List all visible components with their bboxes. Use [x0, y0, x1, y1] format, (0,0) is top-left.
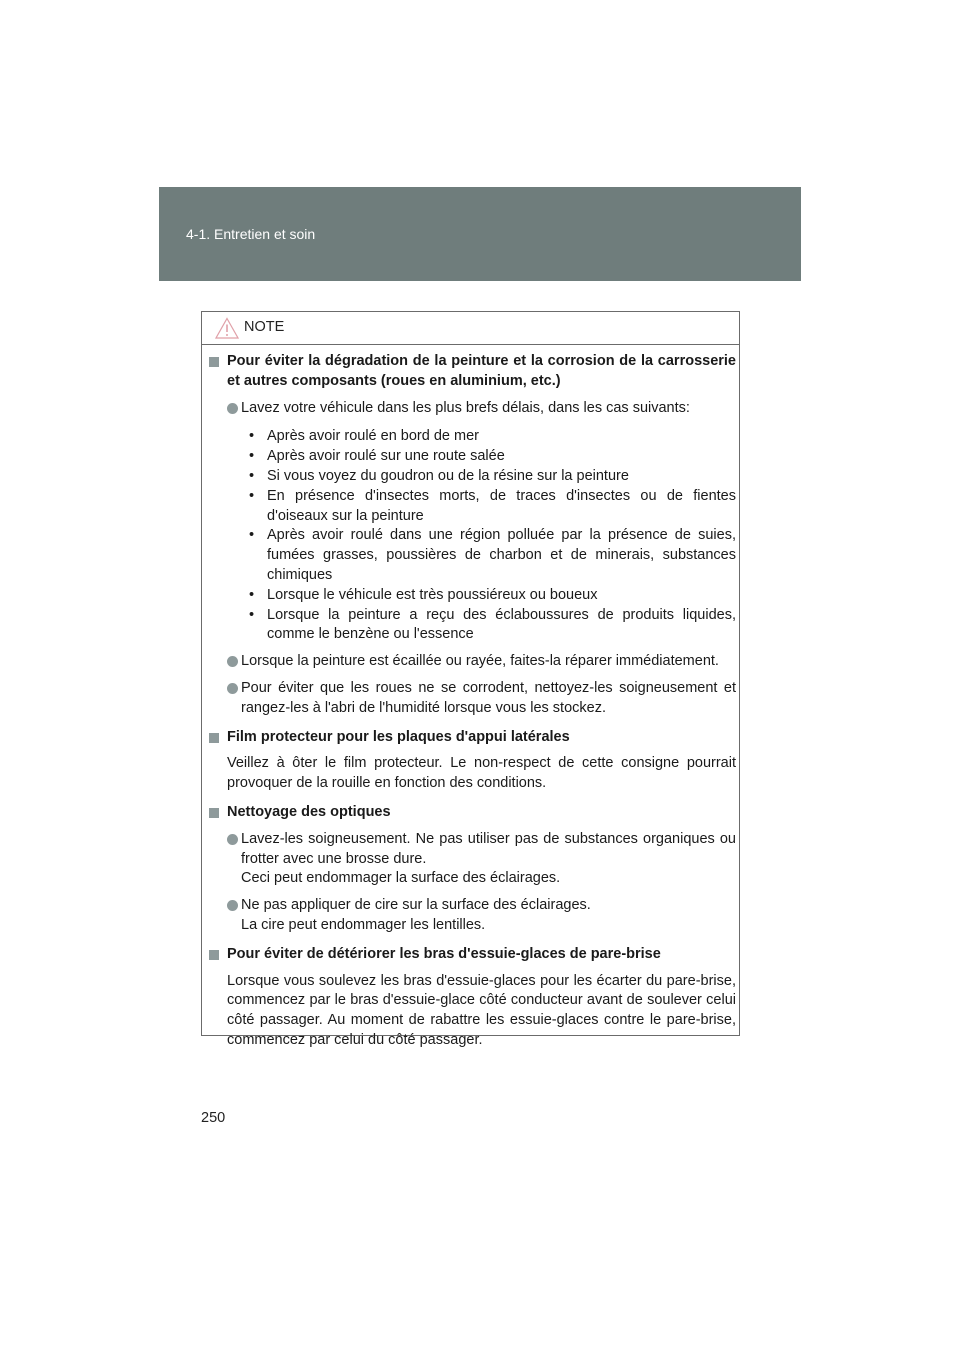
sub-bullet: • Lorsque la peinture a reçu des éclaboussures de produits liquides, comme le benzène ou l'essence [249, 606, 736, 643]
list-item [227, 896, 736, 936]
chapter-header [159, 187, 801, 281]
item-extra-text: Ceci peut endommager la surface des éclairages. [241, 870, 561, 887]
circle-bullet-icon [227, 834, 238, 845]
item-text: Ne pas appliquer de cire sur la surface des éclairages. [241, 897, 591, 914]
square-bullet-icon [209, 733, 219, 743]
sub-bullet: • Après avoir roulé sur une route salée [249, 448, 505, 465]
item-extra-text: La cire peut endommager les lentilles. [241, 916, 486, 933]
square-bullet-icon [209, 950, 219, 960]
item-text: Pour éviter que les roues ne se corrodent, nettoyez-les soigneusement et rangez-les à l'abri de l'humidité lorsque vous les stockez. [241, 679, 736, 716]
sub-bullet: • Après avoir roulé dans une région polluée par la présence de suies, fumées grasses, poussières de charbon et de minerais, substances chimiques [249, 527, 736, 583]
item-text: Lavez votre véhicule dans les plus brefs délais, dans les cas suivants: [241, 399, 690, 416]
section-heading: Film protecteur pour les plaques d'appui latérales [227, 728, 570, 745]
note-section-film [209, 728, 736, 794]
note-header [202, 312, 739, 345]
section-body: Lorsque vous soulevez les bras d'essuie-glaces pour les écarter du pare-brise, commencez par le bras d'essuie-glace côté conducteur avant de soulever celui côté passager. Au moment de rabattre les essuie-glaces contre le pare-brise, commencez par celui du côté passager. [227, 972, 736, 1048]
sub-bullet-text: Après avoir roulé en bord de mer [267, 428, 479, 445]
sub-bullet: • Lorsque le véhicule est très poussiéreux ou boueux [249, 586, 598, 603]
section-heading: Pour éviter de détériorer les bras d'essuie-glaces de pare-brise [227, 945, 661, 962]
square-bullet-icon [209, 357, 219, 367]
circle-bullet-icon [227, 900, 238, 911]
sub-bullet-text: Lorsque le véhicule est très poussiéreux ou boueux [267, 586, 598, 603]
sub-bullet: • Si vous voyez du goudron ou de la résine sur la peinture [249, 467, 629, 484]
item-text: Lorsque la peinture est écaillée ou rayée, faites-la réparer immédiatement. [241, 653, 719, 670]
page-number: 250 [201, 1110, 226, 1126]
circle-bullet-icon [227, 403, 238, 414]
item-text: Lavez-les soigneusement. Ne pas utiliser pas de substances organiques ou frotter avec une brosse dure. [241, 830, 736, 867]
sub-bullet: • En présence d'insectes morts, de traces d'insectes ou de fientes d'oiseaux sur la peinture [249, 487, 736, 524]
section-heading: Nettoyage des optiques [227, 803, 391, 820]
section-heading: Pour éviter la dégradation de la peinture et la corrosion de la carrosserie et autres composants (roues en aluminium, etc.) [227, 353, 736, 389]
sub-bullet: • Après avoir roulé en bord de mer [249, 428, 479, 445]
square-bullet-icon [209, 808, 219, 818]
list-item [227, 652, 736, 672]
section-body: Veillez à ôter le film protecteur. Le non-respect de cette consigne pourrait provoquer de la rouille en fonction des conditions. [227, 755, 736, 792]
warning-icon [215, 317, 239, 339]
note-label: NOTE [244, 319, 285, 335]
circle-bullet-icon [227, 683, 238, 694]
sub-bullet-list [241, 427, 736, 645]
note-box [201, 311, 740, 1048]
note-section-optics [209, 803, 736, 936]
sub-bullet-text: Après avoir roulé dans une région polluée par la présence de suies, fumées grasses, poussières de charbon et de minerais, substances chimiques [267, 527, 736, 583]
note-section-paint [209, 352, 736, 719]
note-content [209, 352, 736, 1060]
circle-bullet-icon [227, 656, 238, 667]
sub-bullet-text: Après avoir roulé sur une route salée [267, 448, 505, 465]
list-item [227, 830, 736, 889]
list-item [227, 679, 736, 719]
section-title: 4-1. Entretien et soin [186, 226, 316, 242]
sub-bullet-text: En présence d'insectes morts, de traces d'insectes ou de fientes d'oiseaux sur la peinture [267, 487, 736, 524]
list-item [227, 399, 736, 646]
note-section-wipers [209, 945, 736, 1051]
sub-bullet-text: Lorsque la peinture a reçu des éclaboussures de produits liquides, comme le benzène ou l'essence [267, 606, 736, 643]
sub-bullet-text: Si vous voyez du goudron ou de la résine sur la peinture [267, 467, 629, 484]
